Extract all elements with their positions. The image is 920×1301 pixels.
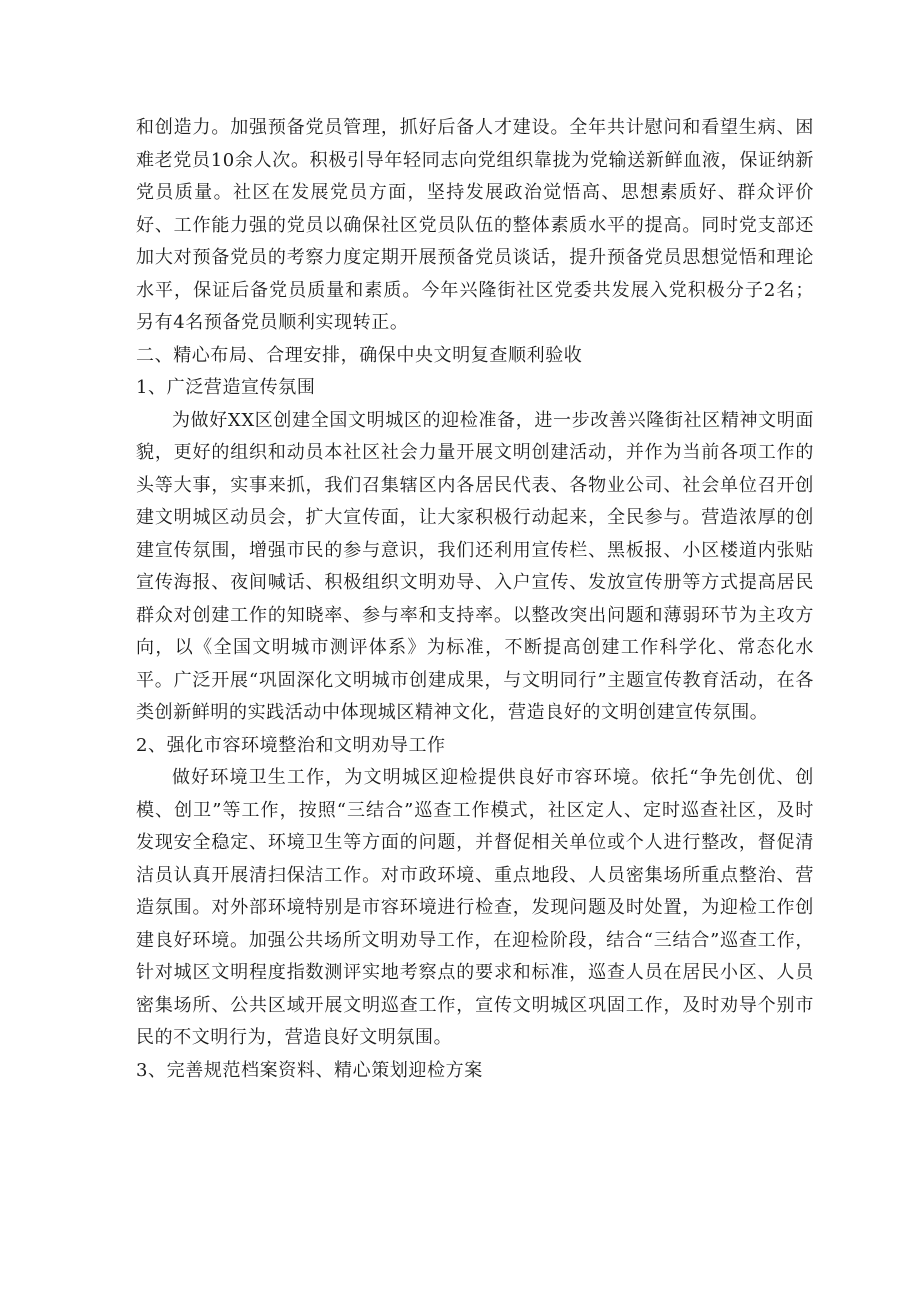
subheading-archives: 3、完善规范档案资料、精心策划迎检方案: [136, 1059, 483, 1081]
paragraph-party-member-management: 和创造力。加强预备党员管理，抓好后备人才建设。全年共计慰问和看望生病、困难老党员10余人次。积极引导年轻同志向党组织靠拢为党输送新鲜血液，保证纳新党员质量。社区在发展党员方面，坚持发展政治觉悟高、思想素质好、群众评价好、工作能力强的党员以确保社区党员队伍的整体素质水平的提高。同时党支部还加大对预备党员的考察力度定期开展预备党员谈话，提升预备党员思想觉悟和理论水平，保证后备党员质量和素质。今年兴隆街社区党委共发展入党积极分子2名；另有4名预备党员顺利实现转正。: [136, 117, 814, 333]
paragraph-publicity: 为做好XX区创建全国文明城区的迎检准备，进一步改善兴隆街社区精神文明面貌，更好的组织和动员本社区社会力量开展文明创建活动，并作为当前各项工作的头等大事，实事来抓，我们召集辖区内各居民代表、各物业公司、社会单位召开创建文明城区动员会，扩大宣传面，让大家积极行动起来，全民参与。营造浓厚的创建宣传氛围，增强市民的参与意识，我们还利用宣传栏、黑板报、小区楼道内张贴宣传海报、夜间喊话、积极组织文明劝导、入户宣传、发放宣传册等方式提高居民群众对创建工作的知晓率、参与率和支持率。以整改突出问题和薄弱环节为主攻方向，以《全国文明城市测评体系》为标准，不断提高创建工作科学化、常态化水平。广泛开展“巩固深化文明城市创建成果，与文明同行”主题宣传教育活动，在各类创新鲜明的实践活动中体现城区精神文化，营造良好的文明创建宣传氛围。: [136, 409, 814, 723]
paragraph-environment: 做好环境卫生工作，为文明城区迎检提供良好市容环境。依托“争先创优、创模、创卫”等工作，按照“三结合”巡查工作模式，社区定人、定时巡查社区，及时发现安全稳定、环境卫生等方面的问题，并督促相关单位或个人进行整改，督促清洁员认真开展清扫保洁工作。对市政环境、重点地段、人员密集场所重点整治、营造氛围。对外部环境特别是市容环境进行检查，发现问题及时处置，为迎检工作创建良好环境。加强公共场所文明劝导工作，在迎检阶段，结合“三结合”巡查工作，针对城区文明程度指数测评实地考察点的要求和标准，巡查人员在居民小区、人员密集场所、公共区域开展文明巡查工作，宣传文明城区巩固工作，及时劝导个别市民的不文明行为，营造良好文明氛围。: [136, 767, 814, 1048]
section-heading-civilization-review: 二、精心布局、合理安排，确保中央文明复查顺利验收: [136, 344, 583, 366]
subheading-publicity: 1、广泛营造宣传氛围: [136, 377, 316, 398]
subheading-environment: 2、强化市容环境整治和文明劝导工作: [136, 734, 446, 756]
document-body: [136, 112, 814, 1087]
